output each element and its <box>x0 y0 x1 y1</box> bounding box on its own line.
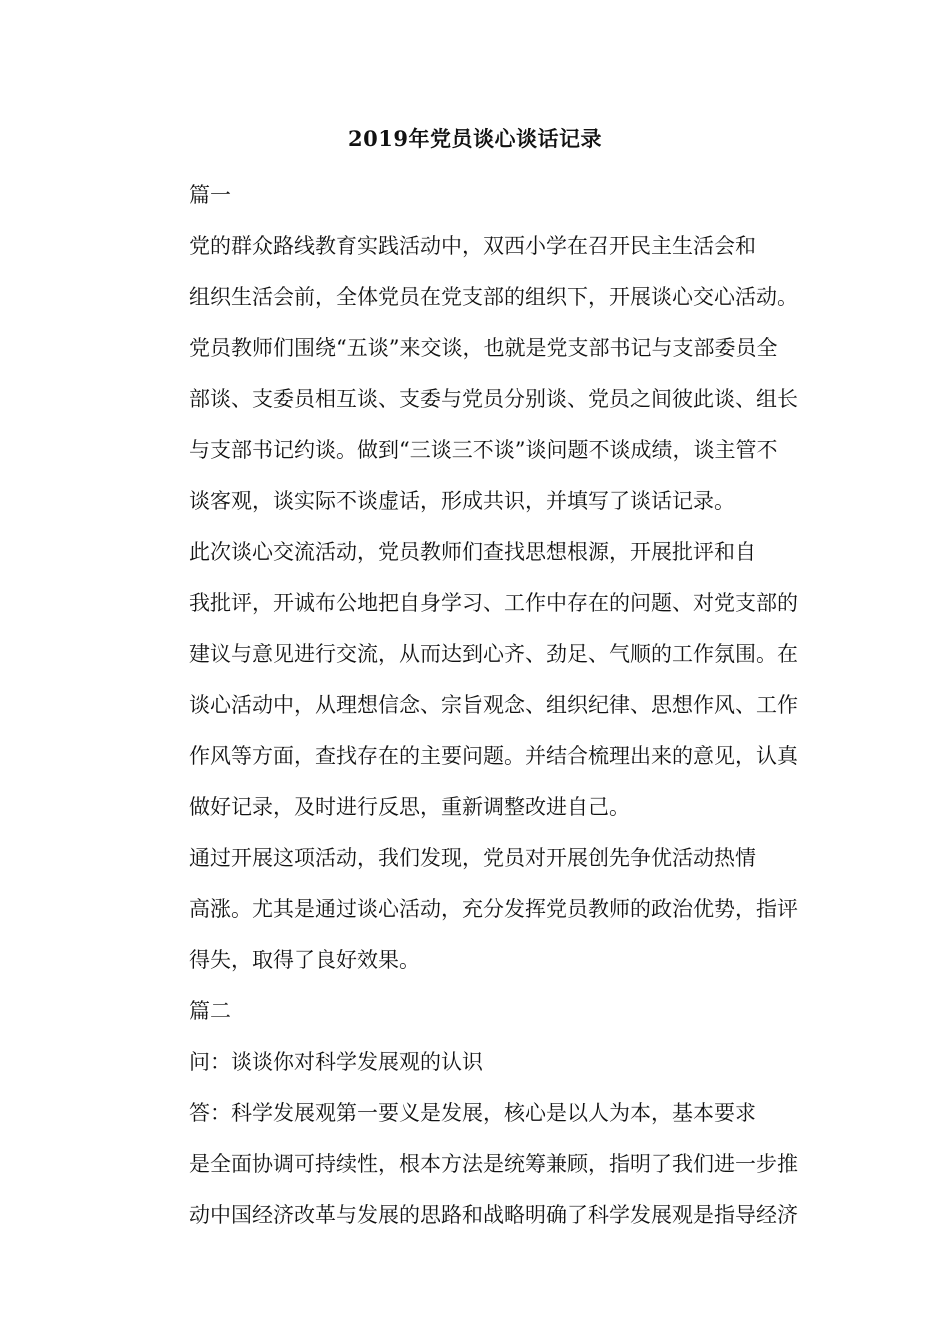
text-line: 部谈、支委员相互谈、支委与党员分别谈、党员之间彼此谈、组长 <box>189 387 798 411</box>
section-heading-1 <box>145 170 809 221</box>
text-line: 与支部书记约谈。做到“三谈三不谈”谈问题不谈成绩，谈主管不 <box>189 438 778 462</box>
text-line: 建议与意见进行交流，从而达到心齐、劲足、气顺的工作氛围。在 <box>189 642 798 666</box>
paragraph <box>145 221 809 527</box>
paragraph <box>145 527 809 833</box>
document-title: 2019年党员谈心谈话记录 <box>348 126 602 151</box>
section-heading-2 <box>145 986 809 1037</box>
document-body <box>145 170 809 1241</box>
text-line: 党员教师们围绕“五谈”来交谈，也就是党支部书记与支部委员全 <box>189 336 778 360</box>
text-line: 党的群众路线教育实践活动中，双西小学在召开民主生活会和 <box>189 234 756 258</box>
text-line: 作风等方面，查找存在的主要问题。并结合梳理出来的意见，认真 <box>189 744 798 768</box>
text-line: 问：谈谈你对科学发展观的认识 <box>189 1050 483 1074</box>
text-line: 谈心活动中，从理想信念、宗旨观念、组织纪律、思想作风、工作 <box>189 693 798 717</box>
text-line: 此次谈心交流活动，党员教师们查找思想根源，开展批评和自 <box>189 540 756 564</box>
text-line: 通过开展这项活动，我们发现，党员对开展创先争优活动热情 <box>189 846 756 870</box>
text-line: 是全面协调可持续性，根本方法是统筹兼顾，指明了我们进一步推 <box>189 1152 798 1176</box>
answer <box>145 1088 809 1241</box>
text-line: 谈客观，谈实际不谈虚话，形成共识，并填写了谈话记录。 <box>189 489 735 513</box>
text-line: 组织生活会前，全体党员在党支部的组织下，开展谈心交心活动。 <box>189 285 798 309</box>
text-line: 篇二 <box>189 999 231 1023</box>
text-line: 得失，取得了良好效果。 <box>189 948 420 972</box>
text-line: 做好记录，及时进行反思，重新调整改进自己。 <box>189 795 630 819</box>
text-line: 答：科学发展观第一要义是发展，核心是以人为本，基本要求 <box>189 1101 756 1125</box>
text-line: 高涨。尤其是通过谈心活动，充分发挥党员教师的政治优势，指评 <box>189 897 798 921</box>
question <box>145 1037 809 1088</box>
text-line: 我批评，开诚布公地把自身学习、工作中存在的问题、对党支部的 <box>189 591 798 615</box>
paragraph <box>145 833 809 986</box>
text-line: 篇一 <box>189 183 231 207</box>
text-line: 动中国经济改革与发展的思路和战略明确了科学发展观是指导经济 <box>189 1203 798 1227</box>
